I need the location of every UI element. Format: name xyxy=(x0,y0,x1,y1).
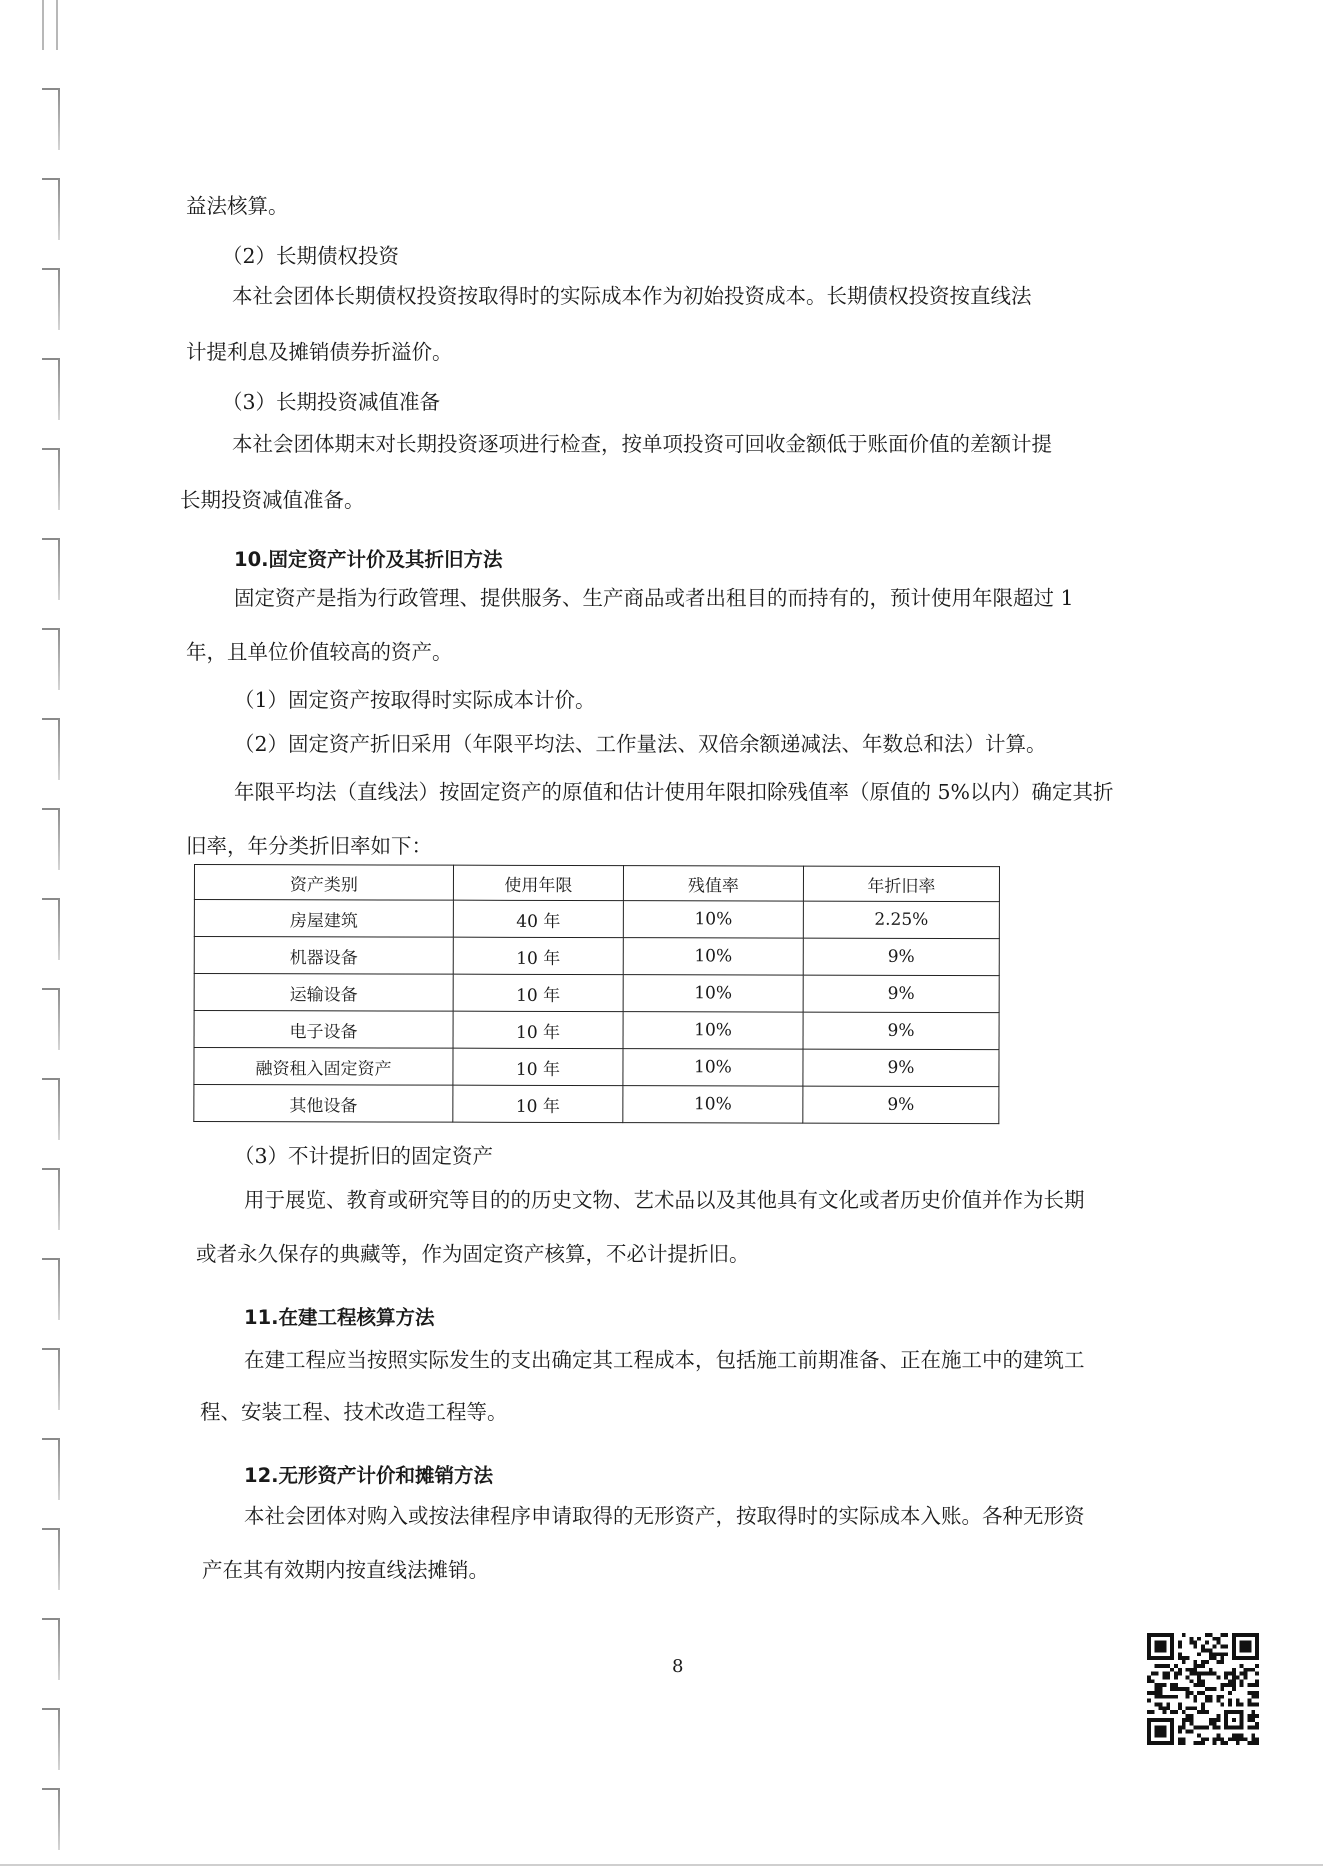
table-cell: 9% xyxy=(803,938,999,976)
binding-mark xyxy=(42,1168,60,1230)
section-heading-11: 11.在建工程核算方法 xyxy=(244,1306,435,1329)
binding-mark xyxy=(42,988,60,1050)
binding-mark xyxy=(42,1258,60,1320)
paragraph-text: 本社会团体长期债权投资按取得时的实际成本作为初始投资成本。长期债权投资按直线法 xyxy=(232,284,1032,308)
table-row xyxy=(194,1085,999,1124)
table-cell: 9% xyxy=(803,975,999,1013)
binding-mark xyxy=(42,1438,60,1500)
qr-code-icon xyxy=(1147,1633,1259,1745)
paragraph-text: 益法核算。 xyxy=(186,194,289,218)
binding-mark xyxy=(42,268,60,330)
table-cell: 10% xyxy=(623,938,803,975)
binding-mark xyxy=(42,1618,60,1680)
binding-mark xyxy=(42,88,60,150)
scan-edge-line xyxy=(0,1864,1323,1866)
table-header-cell: 残值率 xyxy=(623,866,803,901)
table-header-cell: 资产类别 xyxy=(194,865,453,901)
table-cell: 10 年 xyxy=(453,1085,623,1122)
table-cell: 10 年 xyxy=(453,1048,623,1085)
binding-marks xyxy=(38,0,68,1870)
table-row xyxy=(194,974,999,1013)
binding-top-lines xyxy=(42,0,62,50)
paragraph-text: 在建工程应当按照实际发生的支出确定其工程成本，包括施工前期准备、正在施工中的建筑工 xyxy=(244,1348,1085,1372)
binding-mark xyxy=(42,1078,60,1140)
table-row xyxy=(194,937,999,976)
subsection-title: （3）不计提折旧的固定资产 xyxy=(234,1144,494,1168)
binding-mark xyxy=(42,1708,60,1770)
paragraph-text: 用于展览、教育或研究等目的的历史文物、艺术品以及其他具有文化或者历史价值并作为长期 xyxy=(244,1188,1085,1212)
table-row xyxy=(194,1048,999,1087)
paragraph-text: 程、安装工程、技术改造工程等。 xyxy=(200,1400,508,1424)
table-cell: 10 年 xyxy=(453,1011,623,1048)
table-cell: 10 年 xyxy=(453,937,623,974)
table-cell: 9% xyxy=(803,1086,999,1124)
paragraph-text: 本社会团体期末对长期投资逐项进行检查，按单项投资可回收金额低于账面价值的差额计提 xyxy=(232,432,1052,456)
table-cell: 机器设备 xyxy=(194,937,453,975)
binding-mark xyxy=(42,1788,60,1850)
subsection-title: （3）长期投资减值准备 xyxy=(222,390,441,414)
paragraph-text: 旧率，年分类折旧率如下： xyxy=(186,834,432,858)
table-cell: 10% xyxy=(623,1049,803,1086)
table-cell: 9% xyxy=(803,1012,999,1050)
table-header-row xyxy=(194,865,999,902)
table-cell: 融资租入固定资产 xyxy=(194,1048,453,1086)
table-cell: 40 年 xyxy=(453,900,623,937)
binding-mark xyxy=(42,1528,60,1590)
paragraph-text: 本社会团体对购入或按法律程序申请取得的无形资产，按取得时的实际成本入账。各种无形资 xyxy=(244,1504,1085,1528)
table-cell: 2.25% xyxy=(803,901,999,939)
binding-mark xyxy=(42,808,60,870)
binding-mark xyxy=(42,448,60,510)
depreciation-table xyxy=(193,864,1000,1124)
table-header-cell: 年折旧率 xyxy=(803,866,999,902)
paragraph-text: （2）固定资产折旧采用（年限平均法、工作量法、双倍余额递减法、年数总和法）计算。 xyxy=(234,732,1047,756)
paragraph-text: 年，且单位价值较高的资产。 xyxy=(186,640,453,664)
paragraph-text: 年限平均法（直线法）按固定资产的原值和估计使用年限扣除残值率（原值的 5%以内）确定其折 xyxy=(234,780,1114,804)
table-cell: 10% xyxy=(623,1086,803,1123)
paragraph-text: 计提利息及摊销债券折溢价。 xyxy=(186,340,453,364)
paragraph-text: 产在其有效期内按直线法摊销。 xyxy=(202,1558,489,1582)
paragraph-text: 固定资产是指为行政管理、提供服务、生产商品或者出租目的而持有的，预计使用年限超过 1 xyxy=(234,586,1074,610)
table-cell: 其他设备 xyxy=(194,1085,453,1123)
section-heading-10: 10.固定资产计价及其折旧方法 xyxy=(234,548,503,571)
binding-mark xyxy=(42,358,60,420)
binding-mark xyxy=(42,628,60,690)
table-cell: 10% xyxy=(623,901,803,938)
paragraph-text: 长期投资减值准备。 xyxy=(180,488,365,512)
binding-mark xyxy=(42,718,60,780)
paragraph-text: 或者永久保存的典藏等，作为固定资产核算，不必计提折旧。 xyxy=(196,1242,750,1266)
binding-mark xyxy=(42,538,60,600)
binding-mark xyxy=(42,1348,60,1410)
table-row xyxy=(194,900,999,939)
table-cell: 电子设备 xyxy=(194,1011,453,1049)
table-cell: 10 年 xyxy=(453,974,623,1011)
binding-mark xyxy=(42,898,60,960)
table-cell: 9% xyxy=(803,1049,999,1087)
binding-mark xyxy=(42,178,60,240)
table-row xyxy=(194,1011,999,1050)
table-header-cell: 使用年限 xyxy=(453,865,623,900)
table-cell: 10% xyxy=(623,1012,803,1049)
subsection-title: （2）长期债权投资 xyxy=(222,244,400,268)
page-number: 8 xyxy=(672,1656,684,1677)
section-heading-12: 12.无形资产计价和摊销方法 xyxy=(244,1464,494,1487)
paragraph-text: （1）固定资产按取得时实际成本计价。 xyxy=(234,688,596,712)
table-cell: 房屋建筑 xyxy=(194,900,453,938)
table-cell: 运输设备 xyxy=(194,974,453,1012)
table-cell: 10% xyxy=(623,975,803,1012)
